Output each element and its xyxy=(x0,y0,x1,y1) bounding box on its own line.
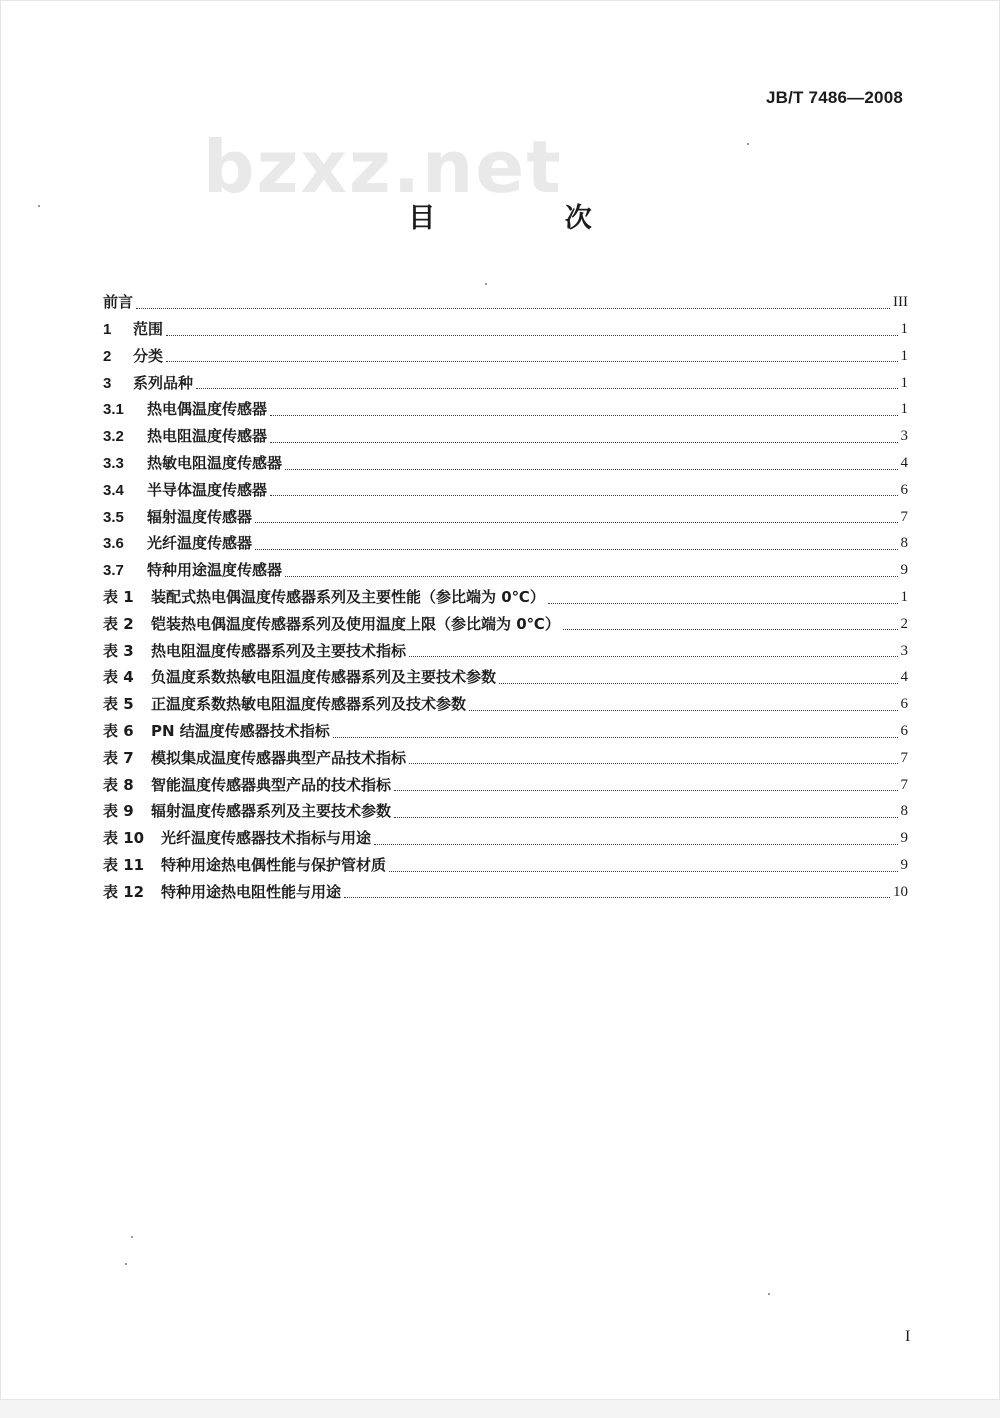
toc-entry-number: 3.5 xyxy=(103,508,124,526)
toc-entry[interactable] xyxy=(103,876,908,903)
toc-entry-label: 热电阻温度传感器 xyxy=(147,427,268,446)
toc-entry-page: 6 xyxy=(900,696,908,713)
toc-entry[interactable] xyxy=(103,286,908,313)
dot-leader xyxy=(270,415,897,416)
dot-leader xyxy=(548,603,898,604)
toc-entry[interactable] xyxy=(103,340,908,367)
toc-entry-page: 1 xyxy=(900,321,908,338)
toc-entry-page: 4 xyxy=(900,455,908,472)
toc-entry-number: 表 12 xyxy=(103,882,145,901)
scan-speck xyxy=(747,143,749,145)
toc-entry-label: 模拟集成温度传感器典型产品技术指标 xyxy=(151,748,407,767)
toc-entry-label: 辐射温度传感器系列及主要技术参数 xyxy=(151,802,392,821)
toc-entry-label: 装配式热电偶温度传感器系列及主要性能（参比端为 0℃） xyxy=(151,588,545,607)
toc-entry[interactable] xyxy=(103,608,908,635)
toc-entry-label: 系列品种 xyxy=(133,373,194,392)
toc-entry-page: 8 xyxy=(900,803,908,820)
scan-speck xyxy=(38,205,40,207)
toc-entry-number: 3.1 xyxy=(103,401,124,419)
scan-speck xyxy=(125,1263,127,1265)
toc-entry-label: 辐射温度传感器 xyxy=(147,507,253,526)
dot-leader xyxy=(255,549,897,550)
dot-leader xyxy=(285,469,897,470)
toc-entry-page: 9 xyxy=(900,830,908,847)
toc-entry-number: 2 xyxy=(103,347,112,365)
dot-leader xyxy=(374,844,897,845)
toc-entry[interactable] xyxy=(103,393,908,420)
dot-leader xyxy=(394,790,897,791)
document-code: JB/T 7486—2008 xyxy=(766,88,903,107)
toc-entry-number: 3.7 xyxy=(103,562,124,580)
toc-entry[interactable] xyxy=(103,822,908,849)
toc-entry-number: 表 2 xyxy=(103,614,134,633)
watermark-text: bzxz.net xyxy=(203,125,563,209)
toc-entry-label: 前言 xyxy=(103,293,134,312)
toc-entry-number: 表 11 xyxy=(103,856,145,875)
toc-entry-label: 热电阻温度传感器系列及主要技术指标 xyxy=(151,641,407,660)
toc-entry[interactable] xyxy=(103,527,908,554)
toc-entry-number: 3.4 xyxy=(103,481,124,499)
toc-entry-label: 智能温度传感器典型产品的技术指标 xyxy=(151,775,392,794)
toc-entry[interactable] xyxy=(103,313,908,340)
page-title: 目 次 xyxy=(408,203,652,234)
toc-entry[interactable] xyxy=(103,715,908,742)
toc-entry-page: 9 xyxy=(900,857,908,874)
dot-leader xyxy=(136,308,890,309)
toc-entry-label: 特种用途温度传感器 xyxy=(147,561,283,580)
dot-leader xyxy=(285,576,897,577)
dot-leader xyxy=(409,656,897,657)
toc-entry-page: 1 xyxy=(900,401,908,418)
toc-entry[interactable] xyxy=(103,474,908,501)
toc-entry-page: 3 xyxy=(900,428,908,445)
toc-entry-number: 表 4 xyxy=(103,668,134,687)
toc-entry[interactable] xyxy=(103,768,908,795)
scan-speck xyxy=(131,1236,133,1238)
toc-entry-label: 热敏电阻温度传感器 xyxy=(147,454,283,473)
dot-leader xyxy=(409,763,897,764)
dot-leader xyxy=(499,683,897,684)
toc-entry-number: 表 6 xyxy=(103,722,134,741)
toc-entry-label: PN 结温度传感器技术指标 xyxy=(151,722,330,741)
toc-entry-label: 半导体温度传感器 xyxy=(147,480,268,499)
dot-leader xyxy=(196,388,897,389)
toc-entry-page: 1 xyxy=(900,589,908,606)
toc-entry-number: 表 10 xyxy=(103,829,145,848)
toc-entry-label: 光纤温度传感器技术指标与用途 xyxy=(161,829,372,848)
toc-entry-page: 3 xyxy=(900,642,908,659)
toc-entry-label: 铠装热电偶温度传感器系列及使用温度上限（参比端为 0℃） xyxy=(151,614,560,633)
toc-entry-number: 表 8 xyxy=(103,775,134,794)
toc-entry-page: 7 xyxy=(900,508,908,525)
toc-entry[interactable] xyxy=(103,581,908,608)
toc-entry-number: 表 5 xyxy=(103,695,134,714)
dot-leader xyxy=(270,495,897,496)
toc-entry-label: 特种用途热电偶性能与保护管材质 xyxy=(161,856,387,875)
dot-leader xyxy=(563,629,898,630)
toc-entry-number: 3.2 xyxy=(103,428,124,446)
toc-entry[interactable] xyxy=(103,795,908,822)
toc-entry-number: 表 1 xyxy=(103,588,134,607)
dot-leader xyxy=(166,335,897,336)
toc-entry-number: 3 xyxy=(103,374,112,392)
toc-entry[interactable] xyxy=(103,420,908,447)
toc-entry-number: 3.6 xyxy=(103,535,124,553)
toc-entry[interactable] xyxy=(103,849,908,876)
toc-entry-label: 光纤温度传感器 xyxy=(147,534,253,553)
toc-entry-page: 6 xyxy=(900,481,908,498)
toc-entry-page: 2 xyxy=(900,615,908,632)
dot-leader xyxy=(255,522,897,523)
toc-entry-page: 8 xyxy=(900,535,908,552)
dot-leader xyxy=(344,897,890,898)
table-of-contents xyxy=(103,286,908,902)
dot-leader xyxy=(333,737,898,738)
toc-entry-number: 3.3 xyxy=(103,455,124,473)
dot-leader xyxy=(389,871,897,872)
toc-entry-page: 7 xyxy=(900,776,908,793)
toc-entry-number: 1 xyxy=(103,321,112,339)
toc-entry-page: 7 xyxy=(900,749,908,766)
toc-entry-label: 热电偶温度传感器 xyxy=(147,400,268,419)
dot-leader xyxy=(394,817,897,818)
scan-speck xyxy=(768,1293,770,1295)
toc-entry-page: 1 xyxy=(900,374,908,391)
toc-entry[interactable] xyxy=(103,661,908,688)
toc-entry[interactable] xyxy=(103,742,908,769)
toc-entry-label: 特种用途热电阻性能与用途 xyxy=(161,882,342,901)
toc-entry-label: 分类 xyxy=(133,346,164,365)
toc-entry[interactable] xyxy=(103,447,908,474)
toc-entry-page: 4 xyxy=(900,669,908,686)
scan-speck xyxy=(485,283,487,285)
dot-leader xyxy=(270,442,897,443)
toc-entry-label: 负温度系数热敏电阻温度传感器系列及主要技术参数 xyxy=(151,668,497,687)
toc-entry[interactable] xyxy=(103,554,908,581)
toc-entry-page: 1 xyxy=(900,347,908,364)
dot-leader xyxy=(469,710,897,711)
toc-entry-page: 10 xyxy=(893,883,908,900)
toc-entry-label: 正温度系数热敏电阻温度传感器系列及技术参数 xyxy=(151,695,467,714)
toc-entry-page: 9 xyxy=(900,562,908,579)
page-number: I xyxy=(905,1328,911,1345)
toc-entry-number: 表 9 xyxy=(103,802,134,821)
toc-entry[interactable] xyxy=(103,500,908,527)
toc-entry[interactable] xyxy=(103,688,908,715)
toc-entry-page: III xyxy=(893,294,908,311)
toc-entry-label: 范围 xyxy=(133,320,164,339)
toc-entry-page: 6 xyxy=(900,723,908,740)
dot-leader xyxy=(166,361,897,362)
toc-entry[interactable] xyxy=(103,634,908,661)
toc-entry[interactable] xyxy=(103,366,908,393)
toc-entry-number: 表 3 xyxy=(103,641,134,660)
toc-entry-number: 表 7 xyxy=(103,748,134,767)
